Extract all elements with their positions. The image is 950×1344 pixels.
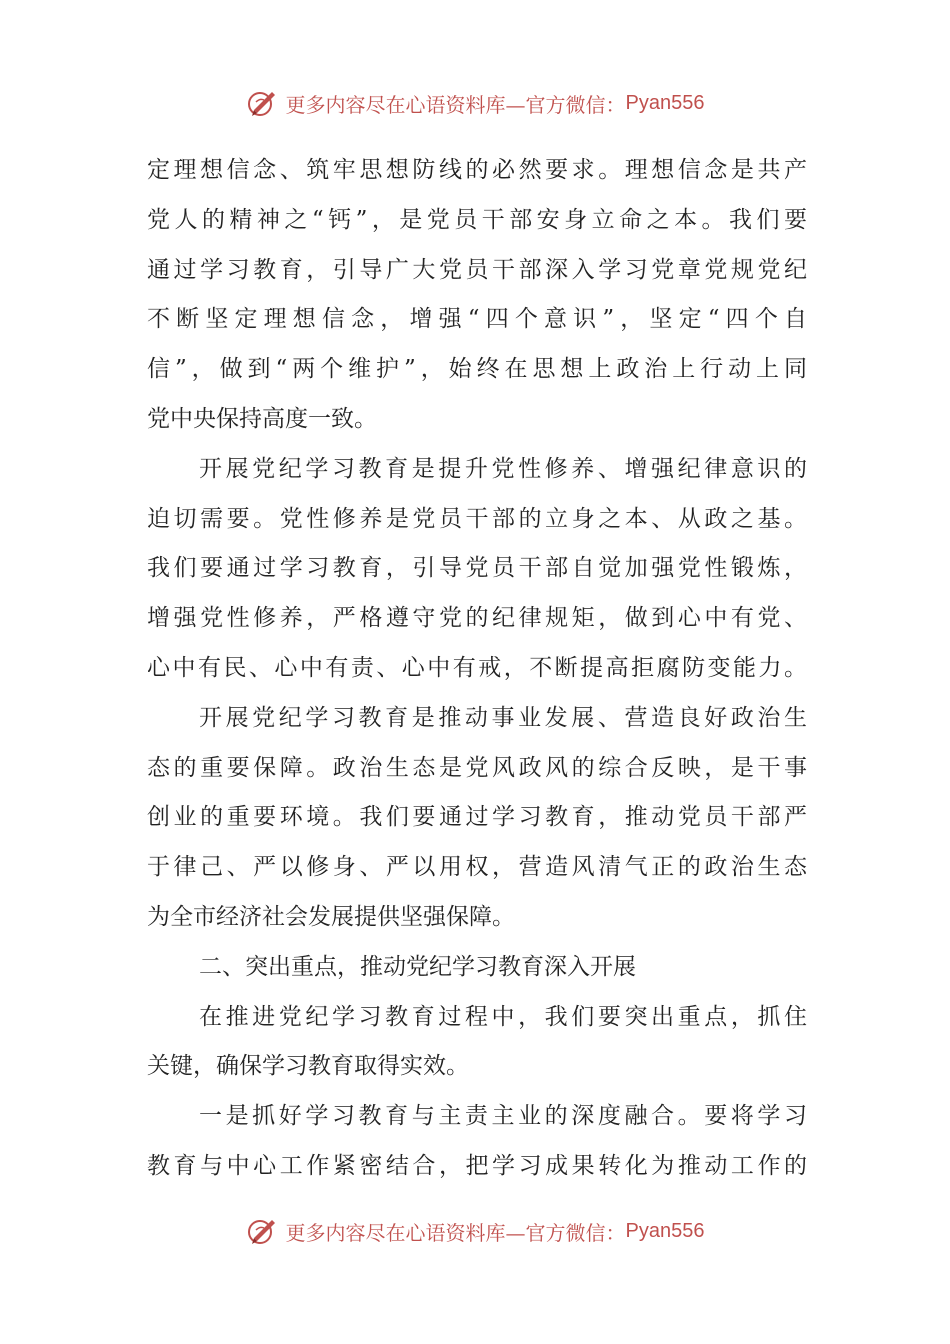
- header-banner: [0, 83, 950, 123]
- text-line: 增强党性修养，严格遵守党的纪律规矩，做到心中有党、: [147, 605, 807, 632]
- text-line: 不断坚定理想信念，增强“四个意识”，坚定“四个自: [147, 306, 807, 333]
- text-line: 态的重要保障。政治生态是党风政风的综合反映，是干事: [147, 754, 807, 781]
- text-line: 我们要通过学习教育，引导党员干部自觉加强党性锻炼，: [147, 555, 807, 582]
- text-line: 党中央保持高度一致。: [147, 405, 377, 432]
- text-line: 信”，做到“两个维护”，始终在思想上政治上行动上同: [147, 356, 807, 383]
- banner-handle: Pyan556: [625, 91, 705, 114]
- text-line: 于律己、严以修身、严以用权，营造风清气正的政治生态: [147, 854, 807, 881]
- text-line: 开展党纪学习教育是推动事业发展、营造良好政治生: [199, 704, 807, 731]
- section-heading: 二、突出重点，推动党纪学习教育深入开展: [199, 953, 636, 980]
- pen-logo-icon: [246, 1214, 280, 1248]
- footer-banner: [0, 1211, 950, 1251]
- banner-text: 更多内容尽在心语资料库—官方微信：: [285, 1220, 626, 1245]
- text-line: 心中有民、心中有责、心中有戒，不断提高拒腐防变能力。: [147, 654, 807, 681]
- text-line: 在推进党纪学习教育过程中，我们要突出重点，抓住: [199, 1003, 807, 1030]
- banner-text: 更多内容尽在心语资料库—官方微信：: [285, 92, 626, 117]
- text-line: 开展党纪学习教育是提升党性修养、增强纪律意识的: [199, 455, 807, 482]
- text-line: 创业的重要环境。我们要通过学习教育，推动党员干部严: [147, 804, 807, 831]
- document-body: [147, 146, 807, 1192]
- text-line: 迫切需要。党性修养是党员干部的立身之本、从政之基。: [147, 505, 807, 532]
- text-line: 一是抓好学习教育与主责主业的深度融合。要将学习: [199, 1103, 807, 1130]
- text-line: 党人的精神之“钙”，是党员干部安身立命之本。我们要: [147, 206, 807, 233]
- text-line: 通过学习教育，引导广大党员干部深入学习党章党规党纪: [147, 256, 807, 283]
- text-line: 教育与中心工作紧密结合，把学习成果转化为推动工作的: [147, 1152, 807, 1179]
- text-line: 关键，确保学习教育取得实效。: [147, 1053, 469, 1080]
- banner-handle: Pyan556: [625, 1219, 705, 1242]
- text-line: 为全市经济社会发展提供坚强保障。: [147, 903, 515, 930]
- text-line: 定理想信念、筑牢思想防线的必然要求。理想信念是共产: [147, 157, 807, 183]
- pen-logo-icon: [246, 86, 280, 120]
